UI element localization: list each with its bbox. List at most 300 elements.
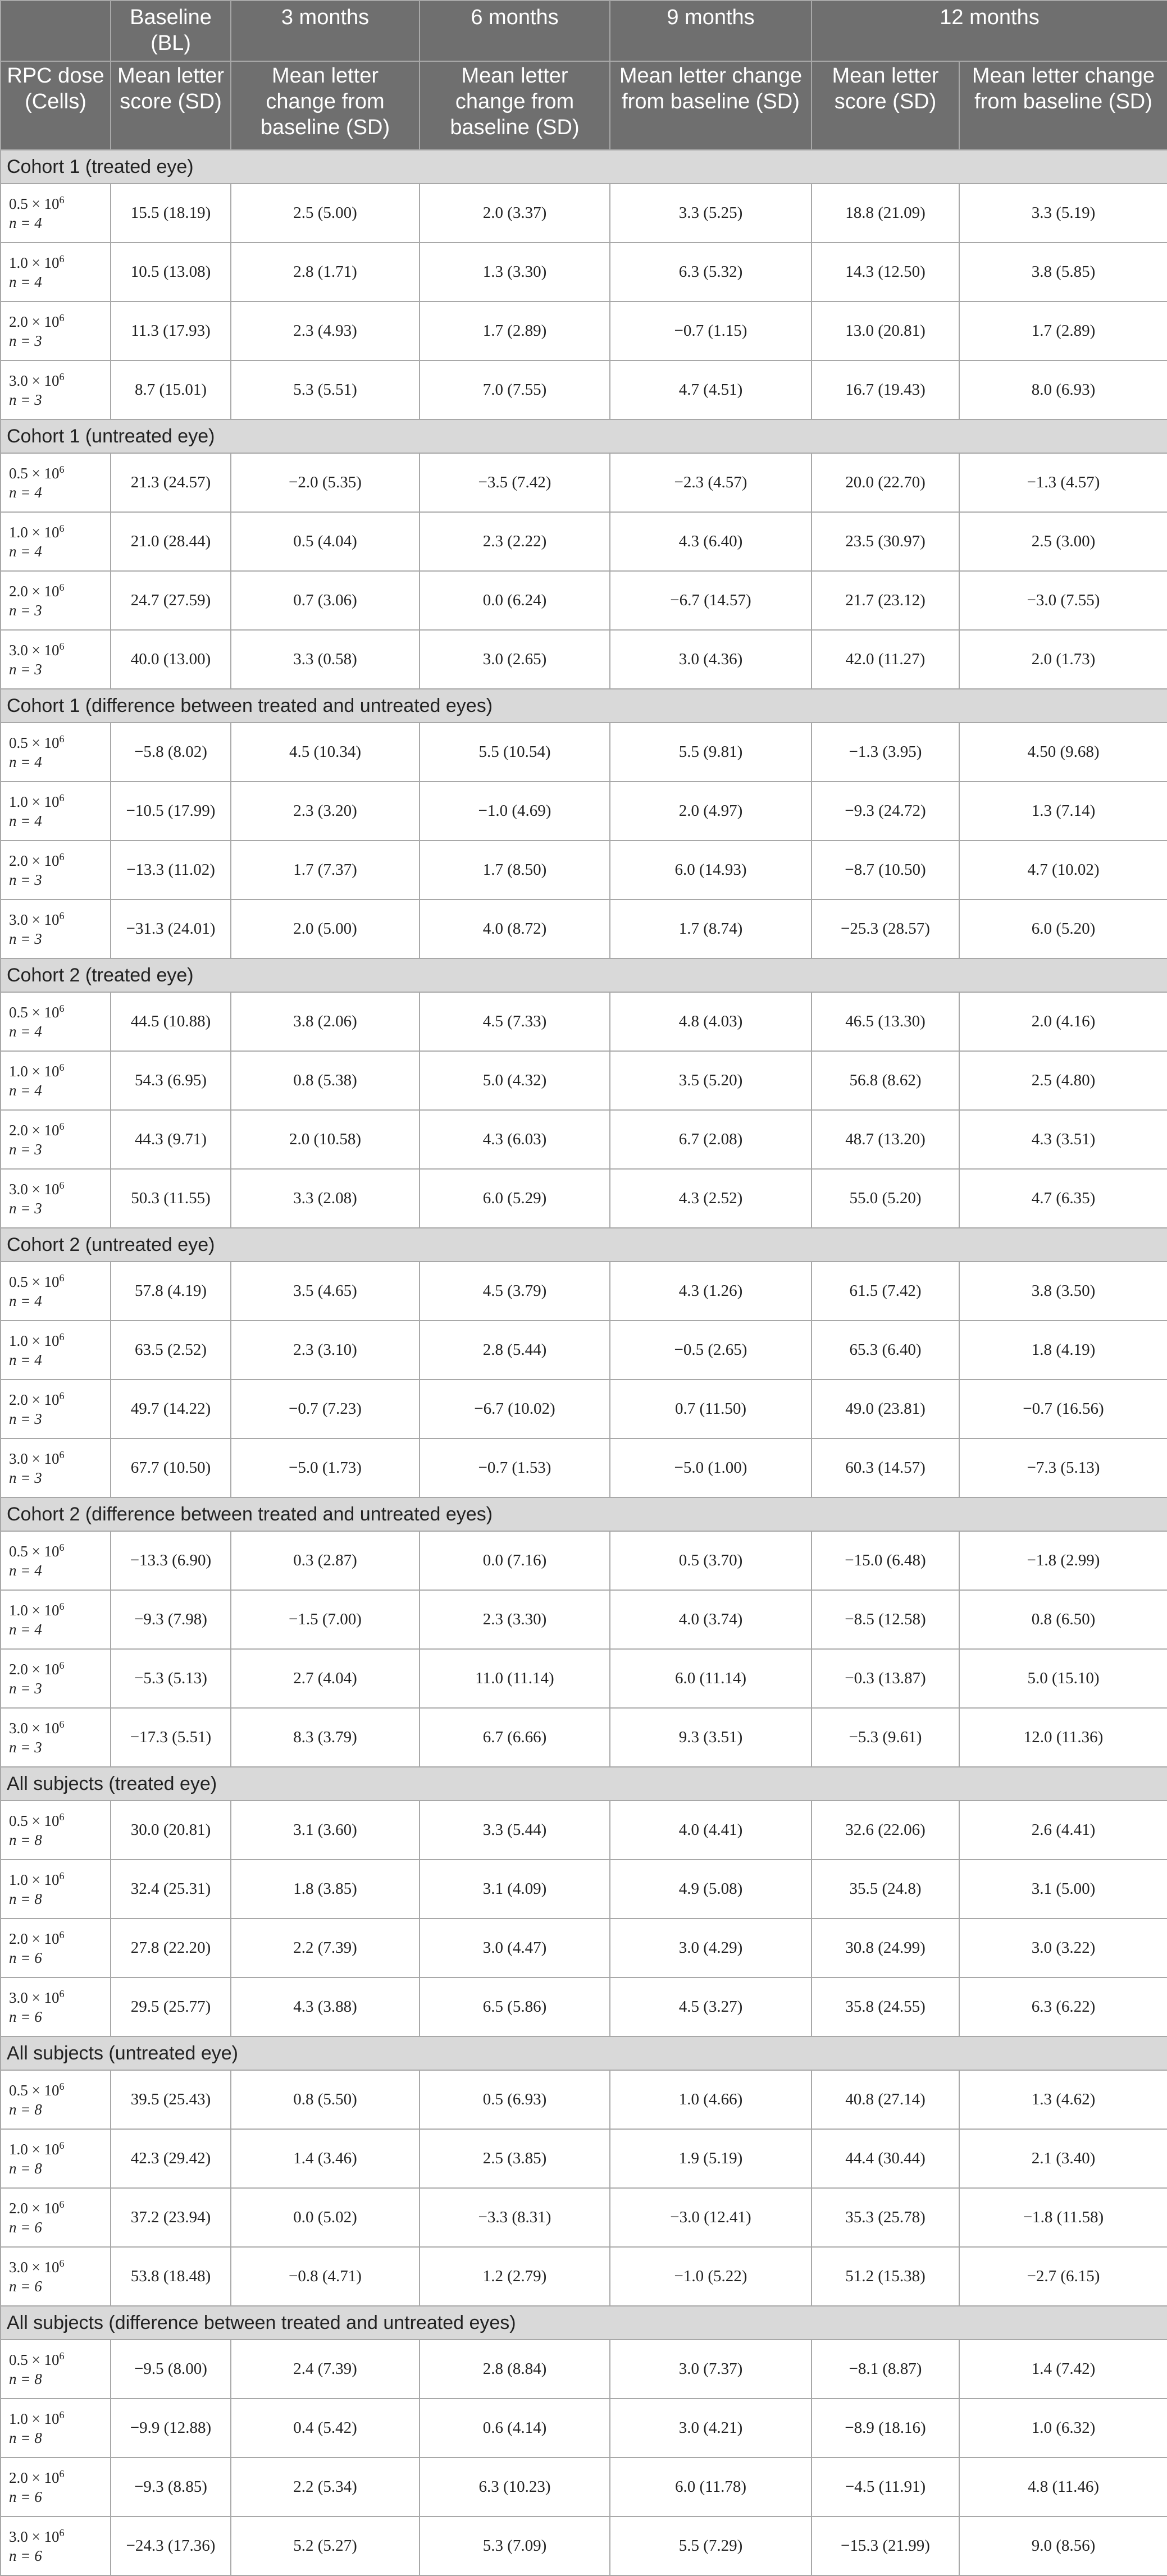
value-cell: 2.7 (4.04) (231, 1649, 420, 1708)
value-cell: −4.5 (11.91) (812, 2458, 959, 2516)
value-cell: −1.8 (2.99) (959, 1531, 1167, 1590)
sample-size: n = 4 (9, 1351, 42, 1368)
value-cell: 0.7 (11.50) (610, 1380, 812, 1438)
table-row (1, 899, 1167, 958)
dose-value: 2.0 × 10 (9, 2469, 60, 2486)
table-row (1, 841, 1167, 899)
section-title: Cohort 2 (treated eye) (1, 958, 1167, 992)
value-cell: 35.5 (24.8) (812, 1860, 959, 1919)
value-cell: 40.0 (13.00) (111, 630, 231, 689)
header-row-timepoints (1, 1, 1167, 61)
value-cell: 2.5 (4.80) (959, 1051, 1167, 1110)
value-cell: −15.3 (21.99) (812, 2516, 959, 2575)
table-row (1, 1169, 1167, 1228)
value-cell: 5.5 (7.29) (610, 2516, 812, 2575)
dose-cell (1, 992, 111, 1051)
dose-cell (1, 841, 111, 899)
dose-exponent: 6 (59, 1331, 65, 1342)
value-cell: 2.6 (4.41) (959, 1801, 1167, 1860)
value-cell: 35.8 (24.55) (812, 1977, 959, 2036)
header-9-months: 9 months (610, 1, 812, 61)
dose-value: 2.0 × 10 (9, 582, 60, 600)
value-cell: 44.4 (30.44) (812, 2129, 959, 2188)
value-cell: 30.0 (20.81) (111, 1801, 231, 1860)
value-cell: −1.0 (5.22) (610, 2247, 812, 2306)
value-cell: 49.0 (23.81) (812, 1380, 959, 1438)
table-row (1, 1801, 1167, 1860)
dose-cell (1, 1708, 111, 1767)
value-cell: 1.3 (4.62) (959, 2070, 1167, 2129)
dose-cell (1, 571, 111, 630)
header-9m-change: Mean letter change from baseline (SD) (610, 61, 812, 150)
dose-exponent: 6 (59, 1061, 65, 1073)
dose-value: 2.0 × 10 (9, 852, 60, 869)
sample-size: n = 4 (9, 1561, 42, 1579)
value-cell: 6.7 (2.08) (610, 1110, 812, 1169)
value-cell: 6.0 (5.20) (959, 899, 1167, 958)
section-header-row (1, 2036, 1167, 2070)
dose-exponent: 6 (59, 522, 65, 534)
dose-cell (1, 2070, 111, 2129)
value-cell: −0.5 (2.65) (610, 1321, 812, 1380)
value-cell: 2.3 (3.20) (231, 782, 420, 841)
value-cell: 1.0 (4.66) (610, 2070, 812, 2129)
value-cell: −3.3 (8.31) (420, 2188, 610, 2247)
table-row (1, 723, 1167, 782)
value-cell: 9.0 (8.56) (959, 2516, 1167, 2575)
value-cell: −1.8 (11.58) (959, 2188, 1167, 2247)
value-cell: 3.0 (7.37) (610, 2340, 812, 2399)
dose-exponent: 6 (59, 1988, 65, 1999)
value-cell: 0.5 (6.93) (420, 2070, 610, 2129)
dose-exponent: 6 (59, 312, 65, 323)
value-cell: 48.7 (13.20) (812, 1110, 959, 1169)
header-3m-change: Mean letter change from baseline (SD) (231, 61, 420, 150)
value-cell: 0.7 (3.06) (231, 571, 420, 630)
value-cell: −5.0 (1.73) (231, 1438, 420, 1497)
dose-exponent: 6 (59, 1179, 65, 1191)
dose-cell (1, 512, 111, 571)
value-cell: 30.8 (24.99) (812, 1919, 959, 1977)
dose-value: 2.0 × 10 (9, 313, 60, 330)
value-cell: −3.5 (7.42) (420, 453, 610, 512)
value-cell: 42.0 (11.27) (812, 630, 959, 689)
dose-cell (1, 1801, 111, 1860)
value-cell: 6.7 (6.66) (420, 1708, 610, 1767)
header-12m-change: Mean letter change from baseline (SD) (959, 61, 1167, 150)
dose-cell (1, 360, 111, 419)
sample-size: n = 6 (9, 2488, 42, 2505)
value-cell: 3.3 (5.25) (610, 184, 812, 243)
dose-value: 0.5 × 10 (9, 1812, 60, 1829)
section-title: All subjects (untreated eye) (1, 2036, 1167, 2070)
value-cell: 3.1 (4.09) (420, 1860, 610, 1919)
value-cell: 1.8 (4.19) (959, 1321, 1167, 1380)
dose-value: 1.0 × 10 (9, 1871, 60, 1888)
table-row (1, 1438, 1167, 1497)
sample-size: n = 6 (9, 2547, 42, 2564)
table-row (1, 1977, 1167, 2036)
dose-cell (1, 2247, 111, 2306)
value-cell: 8.7 (15.01) (111, 360, 231, 419)
header-row-measures (1, 61, 1167, 150)
dose-value: 3.0 × 10 (9, 1719, 60, 1737)
value-cell: 0.8 (6.50) (959, 1590, 1167, 1649)
value-cell: 2.8 (5.44) (420, 1321, 610, 1380)
table-row (1, 1110, 1167, 1169)
dose-cell (1, 1051, 111, 1110)
dose-exponent: 6 (59, 1272, 65, 1284)
value-cell: 2.1 (3.40) (959, 2129, 1167, 2188)
dose-exponent: 6 (59, 1002, 65, 1014)
header-12m-score: Mean letter score (SD) (812, 61, 959, 150)
value-cell: 0.3 (2.87) (231, 1531, 420, 1590)
sample-size: n = 3 (9, 871, 42, 888)
section-title: Cohort 1 (difference between treated and untreated eyes) (1, 689, 1167, 723)
section-title: All subjects (treated eye) (1, 1767, 1167, 1801)
value-cell: 0.0 (6.24) (420, 571, 610, 630)
table-row (1, 2340, 1167, 2399)
dose-exponent: 6 (59, 910, 65, 921)
value-cell: −1.0 (4.69) (420, 782, 610, 841)
dose-cell (1, 1169, 111, 1228)
sample-size: n = 6 (9, 1949, 42, 1966)
dose-exponent: 6 (59, 194, 65, 205)
value-cell: 4.8 (11.46) (959, 2458, 1167, 2516)
value-cell: 35.3 (25.78) (812, 2188, 959, 2247)
value-cell: 2.3 (3.10) (231, 1321, 420, 1380)
dose-value: 3.0 × 10 (9, 372, 60, 389)
value-cell: 5.0 (4.32) (420, 1051, 610, 1110)
value-cell: 6.3 (6.22) (959, 1977, 1167, 2036)
dose-value: 2.0 × 10 (9, 1391, 60, 1408)
dose-value: 0.5 × 10 (9, 195, 60, 212)
dose-value: 0.5 × 10 (9, 1542, 60, 1560)
value-cell: −1.3 (3.95) (812, 723, 959, 782)
dose-value: 3.0 × 10 (9, 2528, 60, 2545)
sample-size: n = 8 (9, 1890, 42, 1907)
value-cell: 0.5 (4.04) (231, 512, 420, 571)
section-title: Cohort 1 (treated eye) (1, 150, 1167, 184)
value-cell: 44.5 (10.88) (111, 992, 231, 1051)
value-cell: −5.8 (8.02) (111, 723, 231, 782)
value-cell: −9.3 (24.72) (812, 782, 959, 841)
value-cell: −7.3 (5.13) (959, 1438, 1167, 1497)
value-cell: 63.5 (2.52) (111, 1321, 231, 1380)
value-cell: −15.0 (6.48) (812, 1531, 959, 1590)
value-cell: 4.9 (5.08) (610, 1860, 812, 1919)
value-cell: 6.3 (10.23) (420, 2458, 610, 2516)
dose-value: 2.0 × 10 (9, 2199, 60, 2217)
dose-cell (1, 1321, 111, 1380)
value-cell: −1.3 (4.57) (959, 453, 1167, 512)
dose-cell (1, 2399, 111, 2458)
value-cell: −0.7 (16.56) (959, 1380, 1167, 1438)
dose-value: 1.0 × 10 (9, 1332, 60, 1349)
dose-cell (1, 184, 111, 243)
header-12-months: 12 months (812, 1, 1167, 61)
value-cell: 9.3 (3.51) (610, 1708, 812, 1767)
dose-exponent: 6 (59, 1390, 65, 1401)
value-cell: 2.4 (7.39) (231, 2340, 420, 2399)
table-row (1, 1531, 1167, 1590)
value-cell: 3.5 (4.65) (231, 1262, 420, 1321)
value-cell: 14.3 (12.50) (812, 243, 959, 302)
dose-value: 2.0 × 10 (9, 1121, 60, 1139)
value-cell: 1.7 (7.37) (231, 841, 420, 899)
value-cell: 0.6 (4.14) (420, 2399, 610, 2458)
dose-cell (1, 2188, 111, 2247)
dose-value: 3.0 × 10 (9, 2258, 60, 2276)
value-cell: −9.3 (7.98) (111, 1590, 231, 1649)
value-cell: 2.0 (5.00) (231, 899, 420, 958)
table-row (1, 1380, 1167, 1438)
sample-size: n = 3 (9, 1199, 42, 1217)
value-cell: 32.6 (22.06) (812, 1801, 959, 1860)
value-cell: 3.3 (2.08) (231, 1169, 420, 1228)
value-cell: 5.5 (9.81) (610, 723, 812, 782)
value-cell: 6.0 (5.29) (420, 1169, 610, 1228)
table-row (1, 630, 1167, 689)
value-cell: 11.3 (17.93) (111, 302, 231, 360)
value-cell: −0.3 (13.87) (812, 1649, 959, 1708)
value-cell: −13.3 (6.90) (111, 1531, 231, 1590)
value-cell: −8.5 (12.58) (812, 1590, 959, 1649)
value-cell: 2.0 (4.97) (610, 782, 812, 841)
dose-cell (1, 1531, 111, 1590)
dose-exponent: 6 (59, 1449, 65, 1460)
value-cell: 54.3 (6.95) (111, 1051, 231, 1110)
table-row (1, 992, 1167, 1051)
value-cell: 51.2 (15.38) (812, 2247, 959, 2306)
value-cell: 2.0 (10.58) (231, 1110, 420, 1169)
value-cell: −2.0 (5.35) (231, 453, 420, 512)
value-cell: 21.7 (23.12) (812, 571, 959, 630)
value-cell: 4.8 (4.03) (610, 992, 812, 1051)
dose-exponent: 6 (59, 1870, 65, 1881)
value-cell: 3.8 (5.85) (959, 243, 1167, 302)
sample-size: n = 6 (9, 2277, 42, 2295)
value-cell: 1.7 (8.74) (610, 899, 812, 958)
value-cell: 0.0 (5.02) (231, 2188, 420, 2247)
section-title: Cohort 1 (untreated eye) (1, 419, 1167, 453)
value-cell: 13.0 (20.81) (812, 302, 959, 360)
table-row (1, 2129, 1167, 2188)
section-header-row (1, 150, 1167, 184)
dose-value: 1.0 × 10 (9, 1601, 60, 1619)
value-cell: 0.8 (5.50) (231, 2070, 420, 2129)
header-6-months: 6 months (420, 1, 610, 61)
value-cell: 16.7 (19.43) (812, 360, 959, 419)
dose-cell (1, 723, 111, 782)
value-cell: 2.5 (5.00) (231, 184, 420, 243)
value-cell: 3.3 (5.19) (959, 184, 1167, 243)
dose-cell (1, 1977, 111, 2036)
value-cell: 4.5 (10.34) (231, 723, 420, 782)
sample-size: n = 4 (9, 1022, 42, 1040)
section-header-row (1, 958, 1167, 992)
value-cell: 5.3 (5.51) (231, 360, 420, 419)
value-cell: 55.0 (5.20) (812, 1169, 959, 1228)
value-cell: 21.0 (28.44) (111, 512, 231, 571)
value-cell: 1.3 (7.14) (959, 782, 1167, 841)
value-cell: 1.9 (5.19) (610, 2129, 812, 2188)
sample-size: n = 3 (9, 1140, 42, 1158)
table-row (1, 2399, 1167, 2458)
header-6m-change: Mean letter change from baseline (SD) (420, 61, 610, 150)
sample-size: n = 4 (9, 1081, 42, 1099)
value-cell: −31.3 (24.01) (111, 899, 231, 958)
dose-exponent: 6 (59, 2468, 65, 2479)
value-cell: 2.2 (7.39) (231, 1919, 420, 1977)
dose-exponent: 6 (59, 1120, 65, 1132)
sample-size: n = 3 (9, 1738, 42, 1756)
value-cell: 1.7 (2.89) (420, 302, 610, 360)
dose-exponent: 6 (59, 1811, 65, 1823)
value-cell: −0.7 (1.15) (610, 302, 812, 360)
dose-cell (1, 453, 111, 512)
sample-size: n = 8 (9, 2370, 42, 2387)
value-cell: 6.0 (11.78) (610, 2458, 812, 2516)
value-cell: 4.50 (9.68) (959, 723, 1167, 782)
sample-size: n = 4 (9, 542, 42, 560)
table-row (1, 1860, 1167, 1919)
value-cell: 2.3 (3.30) (420, 1590, 610, 1649)
value-cell: −5.3 (9.61) (812, 1708, 959, 1767)
section-header-row (1, 1497, 1167, 1531)
dose-exponent: 6 (59, 1600, 65, 1612)
sample-size: n = 8 (9, 2429, 42, 2446)
value-cell: 67.7 (10.50) (111, 1438, 231, 1497)
dose-value: 1.0 × 10 (9, 2410, 60, 2427)
value-cell: 1.7 (2.89) (959, 302, 1167, 360)
dose-exponent: 6 (59, 2409, 65, 2420)
section-title: Cohort 2 (difference between treated and untreated eyes) (1, 1497, 1167, 1531)
value-cell: −5.0 (1.00) (610, 1438, 812, 1497)
dose-value: 3.0 × 10 (9, 1180, 60, 1198)
value-cell: 2.8 (8.84) (420, 2340, 610, 2399)
dose-exponent: 6 (59, 733, 65, 745)
table-row (1, 1919, 1167, 1977)
header-blank-cell (1, 1, 111, 61)
table-row (1, 453, 1167, 512)
value-cell: 6.0 (14.93) (610, 841, 812, 899)
value-cell: 4.3 (1.26) (610, 1262, 812, 1321)
sample-size: n = 4 (9, 812, 42, 829)
dose-cell (1, 1262, 111, 1321)
dose-value: 1.0 × 10 (9, 793, 60, 810)
header-baseline-score: Mean letter score (SD) (111, 61, 231, 150)
value-cell: 4.3 (3.51) (959, 1110, 1167, 1169)
section-header-row (1, 1228, 1167, 1262)
value-cell: 4.3 (3.88) (231, 1977, 420, 2036)
value-cell: 12.0 (11.36) (959, 1708, 1167, 1767)
value-cell: 2.5 (3.85) (420, 2129, 610, 2188)
sample-size: n = 8 (9, 2159, 42, 2177)
dose-exponent: 6 (59, 792, 65, 803)
dose-exponent: 6 (59, 2080, 65, 2092)
value-cell: 5.5 (10.54) (420, 723, 610, 782)
value-cell: −0.7 (1.53) (420, 1438, 610, 1497)
value-cell: −0.8 (4.71) (231, 2247, 420, 2306)
sample-size: n = 6 (9, 2008, 42, 2025)
value-cell: 1.0 (6.32) (959, 2399, 1167, 2458)
dose-cell (1, 1919, 111, 1977)
dose-exponent: 6 (59, 463, 65, 475)
value-cell: 2.2 (5.34) (231, 2458, 420, 2516)
value-cell: −9.5 (8.00) (111, 2340, 231, 2399)
value-cell: 5.0 (15.10) (959, 1649, 1167, 1708)
value-cell: 53.8 (18.48) (111, 2247, 231, 2306)
value-cell: 21.3 (24.57) (111, 453, 231, 512)
value-cell: 18.8 (21.09) (812, 184, 959, 243)
sample-size: n = 4 (9, 483, 42, 501)
value-cell: 29.5 (25.77) (111, 1977, 231, 2036)
value-cell: −0.7 (7.23) (231, 1380, 420, 1438)
dose-value: 3.0 × 10 (9, 911, 60, 928)
dose-cell (1, 630, 111, 689)
value-cell: 4.0 (4.41) (610, 1801, 812, 1860)
value-cell: 57.8 (4.19) (111, 1262, 231, 1321)
sample-size: n = 3 (9, 1469, 42, 1486)
dose-value: 0.5 × 10 (9, 464, 60, 482)
value-cell: 4.7 (4.51) (610, 360, 812, 419)
value-cell: 3.3 (0.58) (231, 630, 420, 689)
value-cell: 3.0 (2.65) (420, 630, 610, 689)
sample-size: n = 4 (9, 214, 42, 231)
value-cell: 0.4 (5.42) (231, 2399, 420, 2458)
value-cell: 32.4 (25.31) (111, 1860, 231, 1919)
dose-exponent: 6 (59, 1541, 65, 1553)
value-cell: 39.5 (25.43) (111, 2070, 231, 2129)
value-cell: 20.0 (22.70) (812, 453, 959, 512)
dose-exponent: 6 (59, 581, 65, 593)
value-cell: 56.8 (8.62) (812, 1051, 959, 1110)
value-cell: 3.8 (2.06) (231, 992, 420, 1051)
dose-exponent: 6 (59, 253, 65, 264)
dose-exponent: 6 (59, 2527, 65, 2538)
value-cell: −3.0 (7.55) (959, 571, 1167, 630)
dose-exponent: 6 (59, 371, 65, 382)
dose-value: 1.0 × 10 (9, 1062, 60, 1080)
value-cell: −13.3 (11.02) (111, 841, 231, 899)
value-cell: 4.0 (3.74) (610, 1590, 812, 1649)
value-cell: 24.7 (27.59) (111, 571, 231, 630)
dose-cell (1, 1110, 111, 1169)
value-cell: 4.5 (3.79) (420, 1262, 610, 1321)
dose-value: 1.0 × 10 (9, 254, 60, 271)
value-cell: 61.5 (7.42) (812, 1262, 959, 1321)
value-cell: −24.3 (17.36) (111, 2516, 231, 2575)
value-cell: −3.0 (12.41) (610, 2188, 812, 2247)
sample-size: n = 3 (9, 1679, 42, 1697)
sample-size: n = 4 (9, 1620, 42, 1638)
value-cell: 3.0 (4.21) (610, 2399, 812, 2458)
value-cell: 27.8 (22.20) (111, 1919, 231, 1977)
value-cell: 3.0 (4.47) (420, 1919, 610, 1977)
dose-exponent: 6 (59, 1929, 65, 1940)
table-row (1, 1708, 1167, 1767)
table-row (1, 1649, 1167, 1708)
value-cell: −6.7 (10.02) (420, 1380, 610, 1438)
value-cell: 3.0 (3.22) (959, 1919, 1167, 1977)
value-cell: 2.0 (4.16) (959, 992, 1167, 1051)
value-cell: −17.3 (5.51) (111, 1708, 231, 1767)
dose-value: 3.0 × 10 (9, 1450, 60, 1467)
value-cell: 2.0 (3.37) (420, 184, 610, 243)
value-cell: 2.0 (1.73) (959, 630, 1167, 689)
dose-cell (1, 302, 111, 360)
